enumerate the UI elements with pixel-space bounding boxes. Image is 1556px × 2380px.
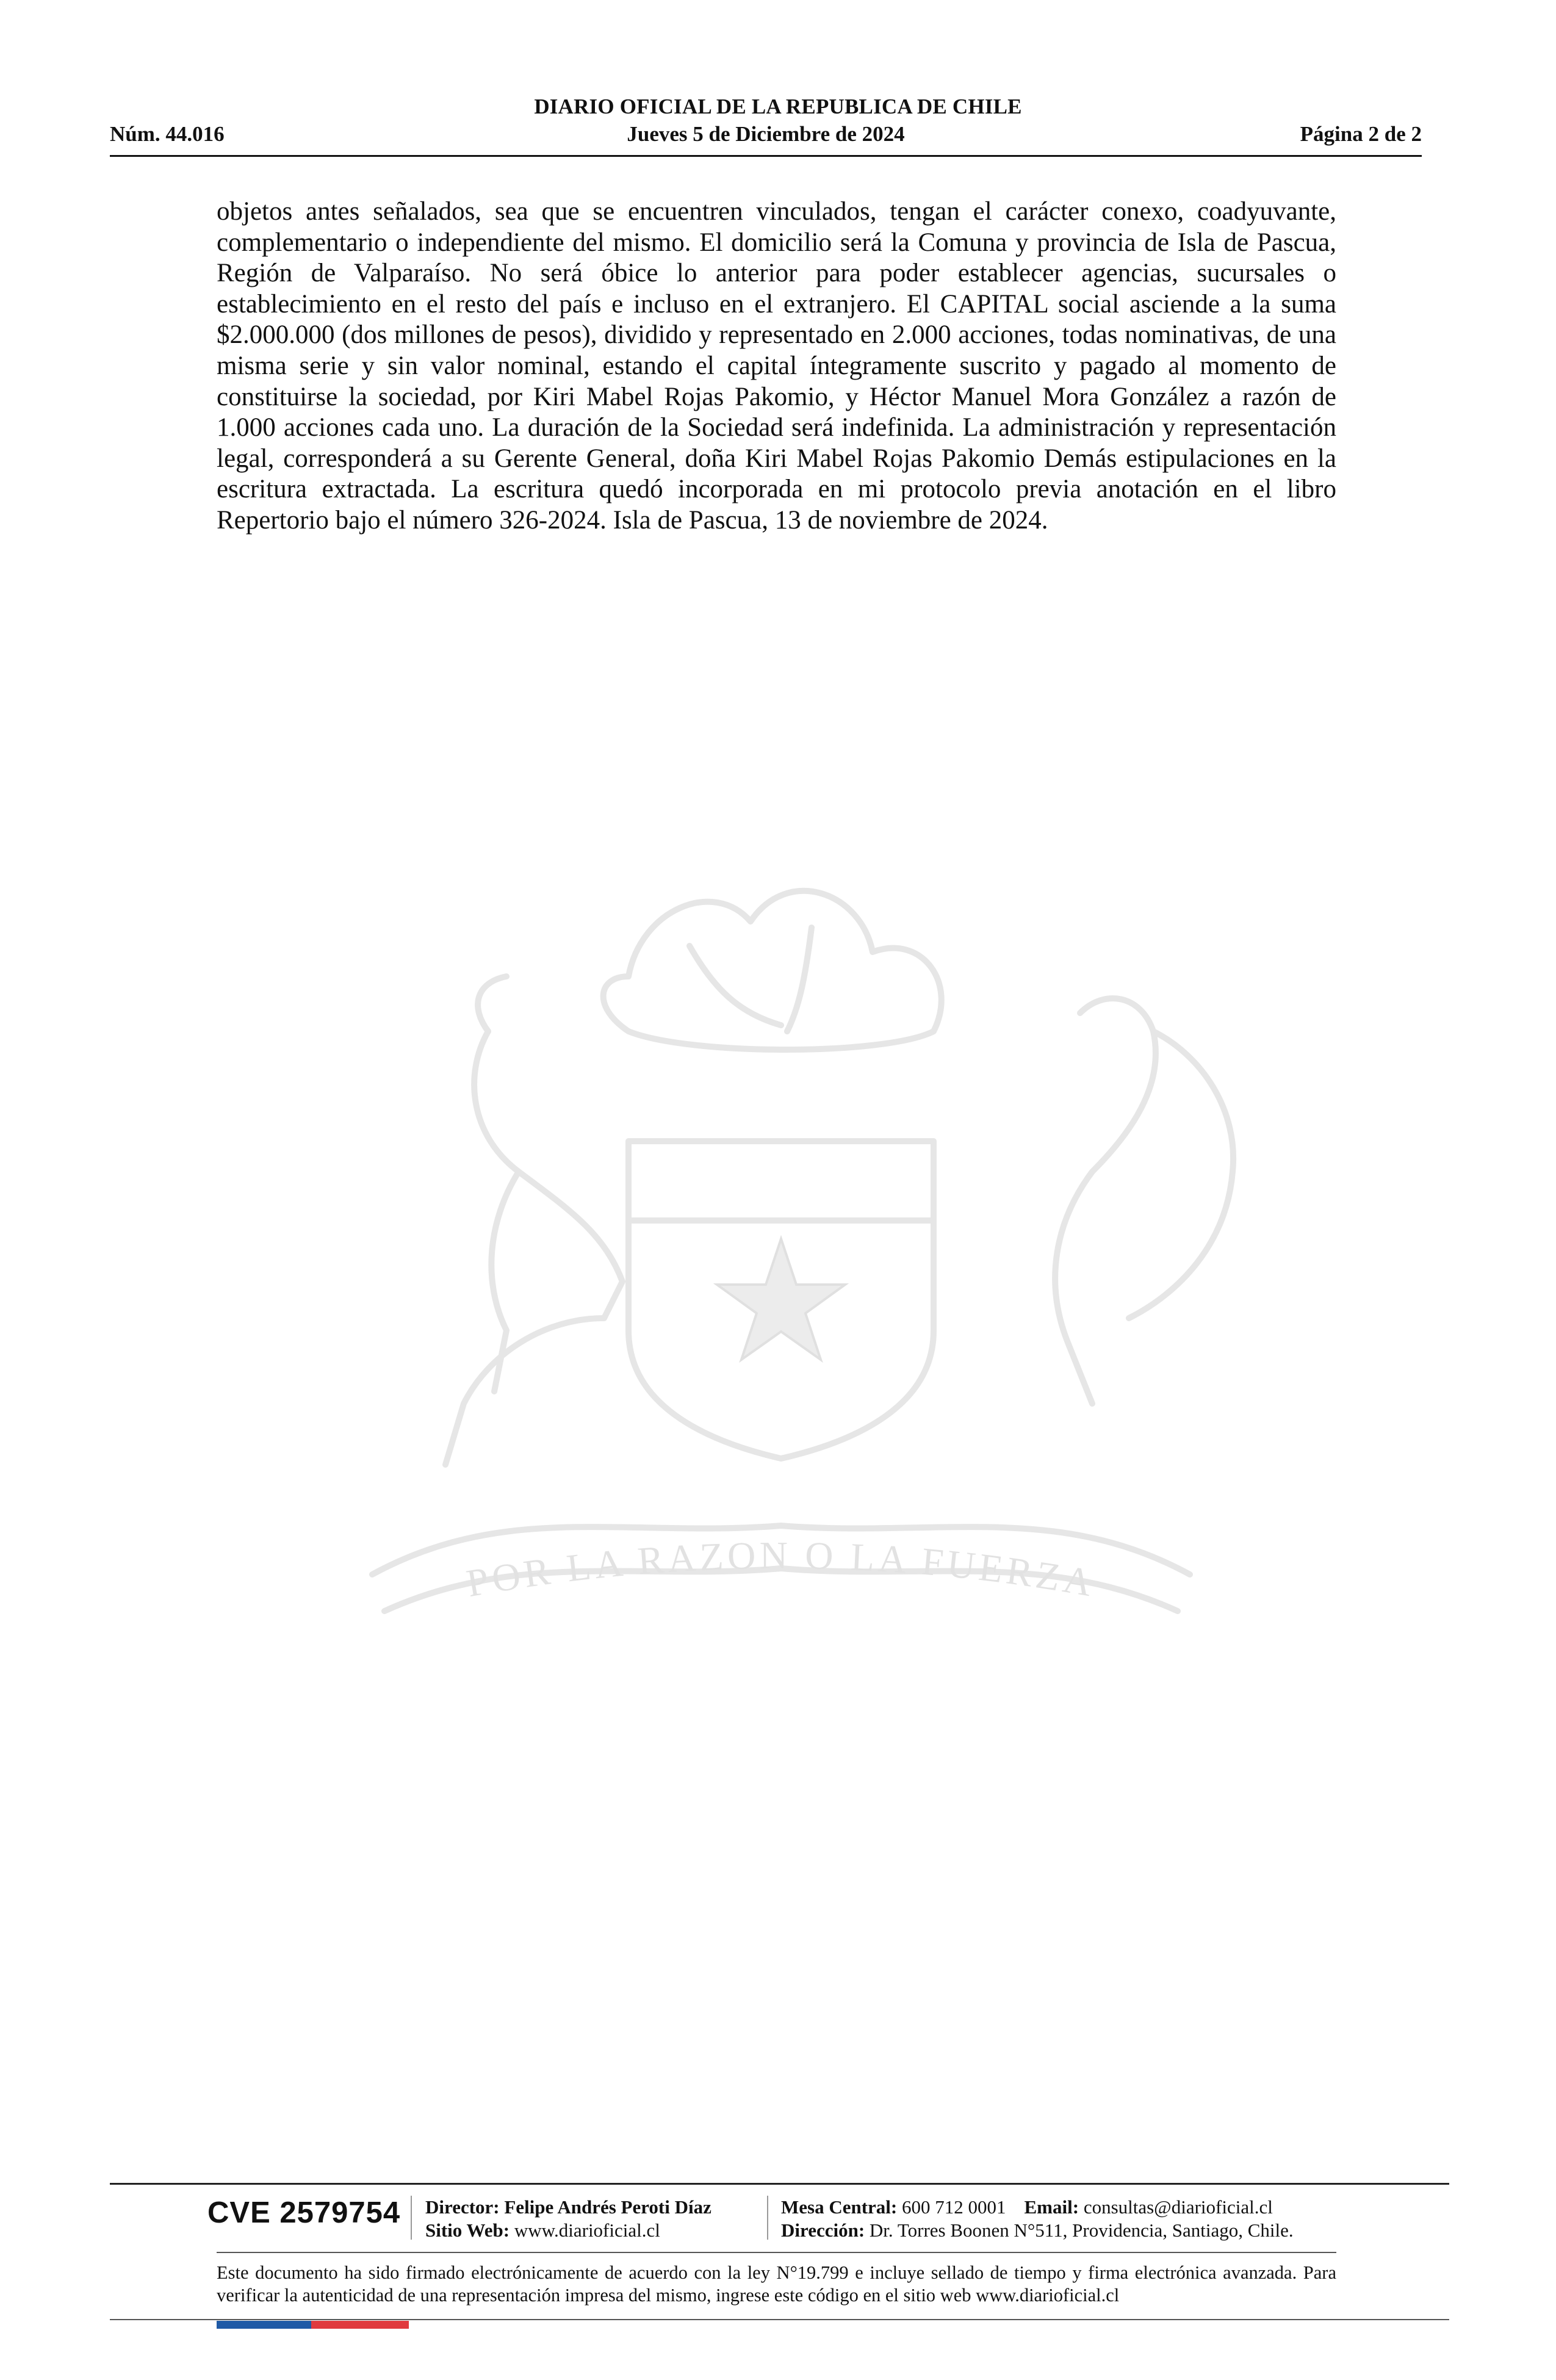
- mesa-phone: 600 712 0001: [902, 2196, 1006, 2218]
- coat-of-arms-watermark: [201, 854, 1361, 1678]
- footer-rule-mid: [217, 2252, 1336, 2253]
- gazette-title: DIARIO OFICIAL DE LA REPUBLICA DE CHILE: [534, 95, 1022, 118]
- footer-contact-block: [781, 2196, 1294, 2242]
- signature-note: Este documento ha sido firmado electrónicamente de acuerdo con la ley N°19.799 e incluye sellado de tiempo y firma electrónica avanzada. Para verificar la autenticidad de una representación impresa del mismo, ingrese este código en el sitio web www.diarioficial.cl: [217, 2262, 1336, 2306]
- issue-number: Núm. 44.016: [110, 122, 225, 146]
- issue-date: Jueves 5 de Diciembre de 2024: [627, 122, 905, 146]
- director-name: Felipe Andrés Peroti Díaz: [504, 2196, 711, 2218]
- svg-text:POR LA RAZON O LA FUERZA: [463, 1534, 1099, 1605]
- star-emblem: [717, 1239, 845, 1360]
- flag-stripe-blue: [217, 2321, 311, 2329]
- footer-separator: [767, 2196, 768, 2240]
- footer-rule-top: [110, 2183, 1449, 2185]
- flag-stripe-red: [311, 2321, 409, 2329]
- footer-director-block: [425, 2196, 711, 2242]
- page-number: Página 2 de 2: [1300, 122, 1422, 146]
- website-link[interactable]: www.diarioficial.cl: [514, 2220, 660, 2241]
- cve-code: CVE 2579754: [207, 2196, 401, 2229]
- mesa-label: Mesa Central:: [781, 2196, 898, 2218]
- footer-rule-bottom: [110, 2319, 1449, 2320]
- address-text: Dr. Torres Boonen N°511, Providencia, Santiago, Chile.: [869, 2220, 1294, 2241]
- website-label: Sitio Web:: [425, 2220, 510, 2241]
- director-label: Director:: [425, 2196, 500, 2218]
- extract-paragraph: objetos antes señalados, sea que se encuentren vinculados, tengan el carácter conexo, coadyuvante, complementario o independiente del mismo. El domicilio será la Comuna y provincia de Isla de Pascua, Región de Valparaíso. No será óbice lo anterior para poder establecer agencias, sucursales o establecimiento en el resto del país e incluso en el extranjero. El CAPITAL social asciende a la suma $2.000.000 (dos millones de pesos), dividido y representado en 2.000 acciones, todas nominativas, de una misma serie y sin valor nominal, estando el capital íntegramente suscrito y pagado al momento de constituirse la sociedad, por Kiri Mabel Rojas Pakomio, y Héctor Manuel Mora González a razón de 1.000 acciones cada uno. La duración de la Sociedad será indefinida. La administración y representación legal, corresponderá a su Gerente General, doña Kiri Mabel Rojas Pakomio Demás estipulaciones en la escritura extractada. La escritura quedó incorporada en mi protocolo previa anotación en el libro Repertorio bajo el número 326-2024. Isla de Pascua, 13 de noviembre de 2024.: [217, 197, 1336, 535]
- address-label: Dirección:: [781, 2220, 865, 2241]
- email-label: Email:: [1024, 2196, 1079, 2218]
- email-link[interactable]: consultas@diarioficial.cl: [1083, 2196, 1273, 2218]
- watermark-motto: POR LA RAZON O LA FUERZA: [463, 1533, 1099, 1606]
- footer-separator: [411, 2196, 412, 2240]
- header-rule: [110, 155, 1422, 157]
